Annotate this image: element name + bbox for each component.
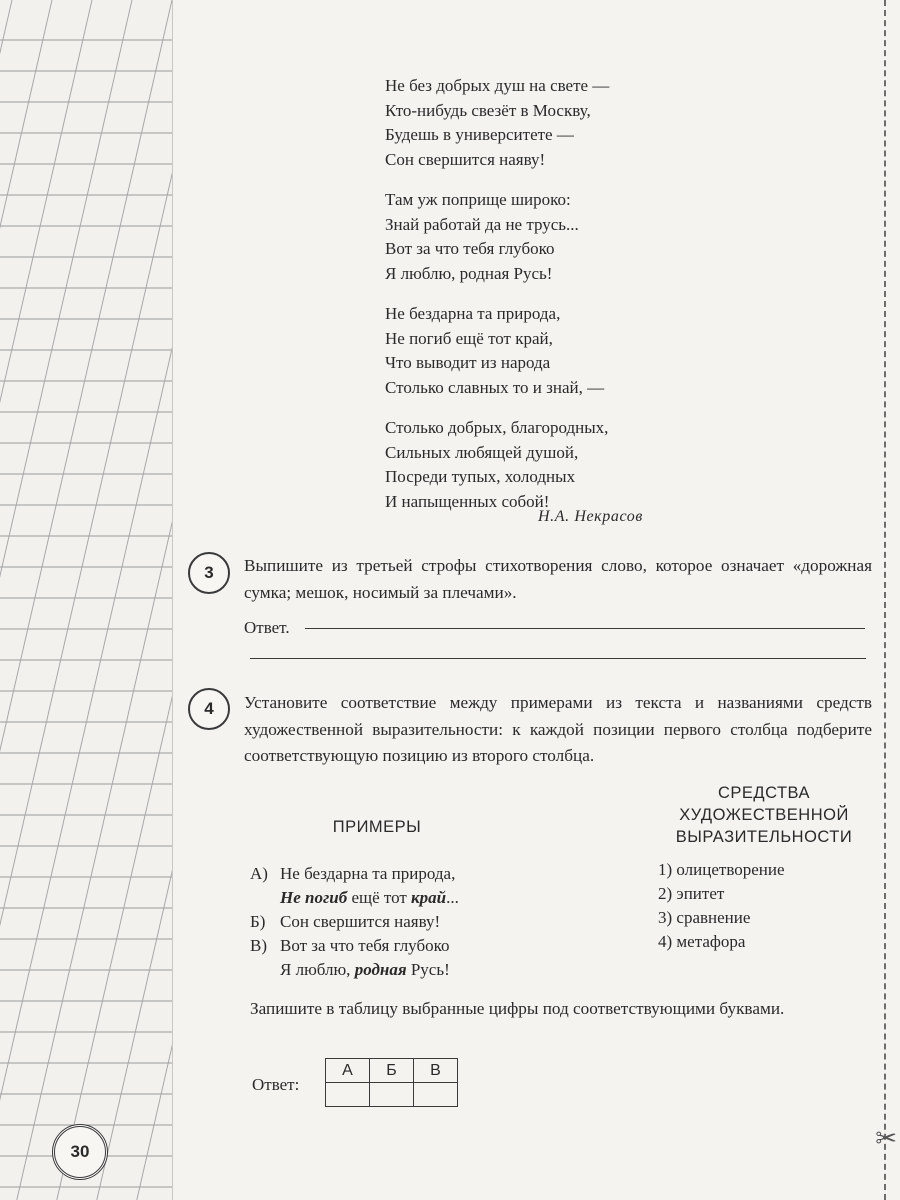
- answer-label-3: Ответ.: [244, 618, 290, 637]
- cut-line: [884, 0, 886, 1200]
- poem-line: И напыщенных собой!: [385, 491, 550, 511]
- stanza: [385, 416, 609, 514]
- question-4-text: Установите соответствие между примерами из текста и названиями средств художественной выразительности: к каждой позиции первого столбца подберите соответствующую позицию из второго столбца.: [244, 693, 872, 765]
- answer-table: [325, 1058, 458, 1107]
- poem-line: Будешь в университете —: [385, 125, 574, 144]
- means-header-line: ХУДОЖЕСТВЕННОЙ: [679, 806, 849, 824]
- examples-header: ПРИМЕРЫ: [332, 818, 422, 836]
- stanza: [385, 302, 609, 400]
- means-header-line: СРЕДСТВА: [717, 784, 810, 802]
- poem-line: Я люблю, родная Русь!: [385, 263, 553, 283]
- bold-word: Не погиб: [280, 888, 348, 907]
- slant-line: [0, 0, 92, 1200]
- question-number-3: 3: [188, 552, 230, 594]
- slant-line: [0, 0, 132, 1200]
- question-3-text: Выпишите из третьей строфы стихотворения слово, которое означает «дорожная сумка; мешок, носимый за плечами».: [244, 556, 872, 602]
- poem-author: Н.А. Некрасов: [538, 508, 643, 525]
- answer-table-head-v: В: [414, 1059, 458, 1083]
- poem-line: Не бездарна та природа,: [385, 304, 561, 323]
- poem-line: Столько славных то и знай, —: [385, 377, 605, 397]
- answer-table-head-a: А: [326, 1059, 370, 1083]
- stanza: [385, 74, 609, 172]
- example-key: А): [250, 864, 268, 883]
- bold-word: край: [411, 888, 447, 907]
- example-key: Б): [250, 912, 266, 931]
- question-4-instruction: Запишите в таблицу выбранные цифры под соответствующими буквами.: [250, 999, 785, 1018]
- answer-cell-a[interactable]: [326, 1083, 370, 1107]
- stanza: [385, 188, 609, 286]
- plain-text: ...: [446, 888, 459, 907]
- answer-cell-b[interactable]: [370, 1083, 414, 1107]
- slant-line: [0, 0, 12, 1200]
- answer-line-3[interactable]: [305, 628, 865, 629]
- example-text: Сон свершится наяву!: [280, 912, 441, 931]
- example-v-line2: [250, 958, 459, 982]
- poem-line: Не погиб ещё тот край,: [385, 328, 553, 348]
- scissors-icon: ✂: [875, 1124, 897, 1154]
- poem-line: Посреди тупых, холодных: [385, 467, 576, 486]
- ruled-lines: [0, 0, 172, 1200]
- answer-label-4: Ответ:: [252, 1075, 300, 1094]
- bold-word: родная: [354, 960, 407, 979]
- answer-table-head-b: Б: [370, 1059, 414, 1083]
- example-b: [250, 910, 459, 934]
- example-a: [250, 862, 459, 886]
- slant-line: [97, 0, 172, 1200]
- poem-line: Кто-нибудь свезёт в Москву,: [385, 100, 591, 120]
- poem-line: Сильных любящей душой,: [385, 442, 579, 462]
- means-header-line: ВЫРАЗИТЕЛЬНОСТИ: [675, 828, 853, 846]
- means-item: 3) сравнение: [658, 908, 751, 927]
- poem: [385, 74, 609, 530]
- example-key: В): [250, 936, 267, 955]
- answer-cell-v[interactable]: [414, 1083, 458, 1107]
- plain-text: ещё тот: [347, 888, 412, 907]
- poem-line: Сон свершится наяву!: [385, 149, 546, 169]
- means-item: 2) эпитет: [658, 884, 725, 903]
- page-number: 30: [52, 1124, 108, 1180]
- means-item: 1) олицетворение: [658, 860, 785, 879]
- example-text: Вот за что тебя глубоко: [280, 936, 450, 955]
- answer-table-header: [326, 1059, 458, 1083]
- means-header: [648, 782, 880, 848]
- slant-line: [0, 0, 172, 1200]
- slant-line: [0, 0, 172, 1200]
- examples-list: [250, 862, 459, 982]
- slant-line: [0, 0, 172, 1200]
- example-a-line2: [250, 886, 459, 910]
- ruled-margin: [0, 0, 173, 1200]
- slant-line: [0, 0, 52, 1200]
- poem-line: Там уж поприще широко:: [385, 190, 571, 209]
- poem-line: Не без добрых душ на свете —: [385, 76, 610, 95]
- poem-line: Вот за что тебя глубоко: [385, 239, 555, 258]
- plain-text: Я люблю,: [280, 960, 355, 979]
- poem-line: Столько добрых, благородных,: [385, 418, 609, 437]
- example-text: Не бездарна та природа,: [280, 864, 456, 883]
- answer-table-row: [326, 1083, 458, 1107]
- example-v: [250, 934, 459, 958]
- poem-line: Знай работай да не трусь...: [385, 214, 579, 234]
- poem-line: Что выводит из народа: [385, 353, 551, 372]
- question-number-4: 4: [188, 688, 230, 730]
- plain-text: Русь!: [406, 960, 450, 979]
- answer-line-3b[interactable]: [250, 658, 866, 659]
- means-item: 4) метафора: [658, 932, 746, 951]
- slant-line: [17, 0, 172, 1200]
- means-list: [658, 858, 785, 954]
